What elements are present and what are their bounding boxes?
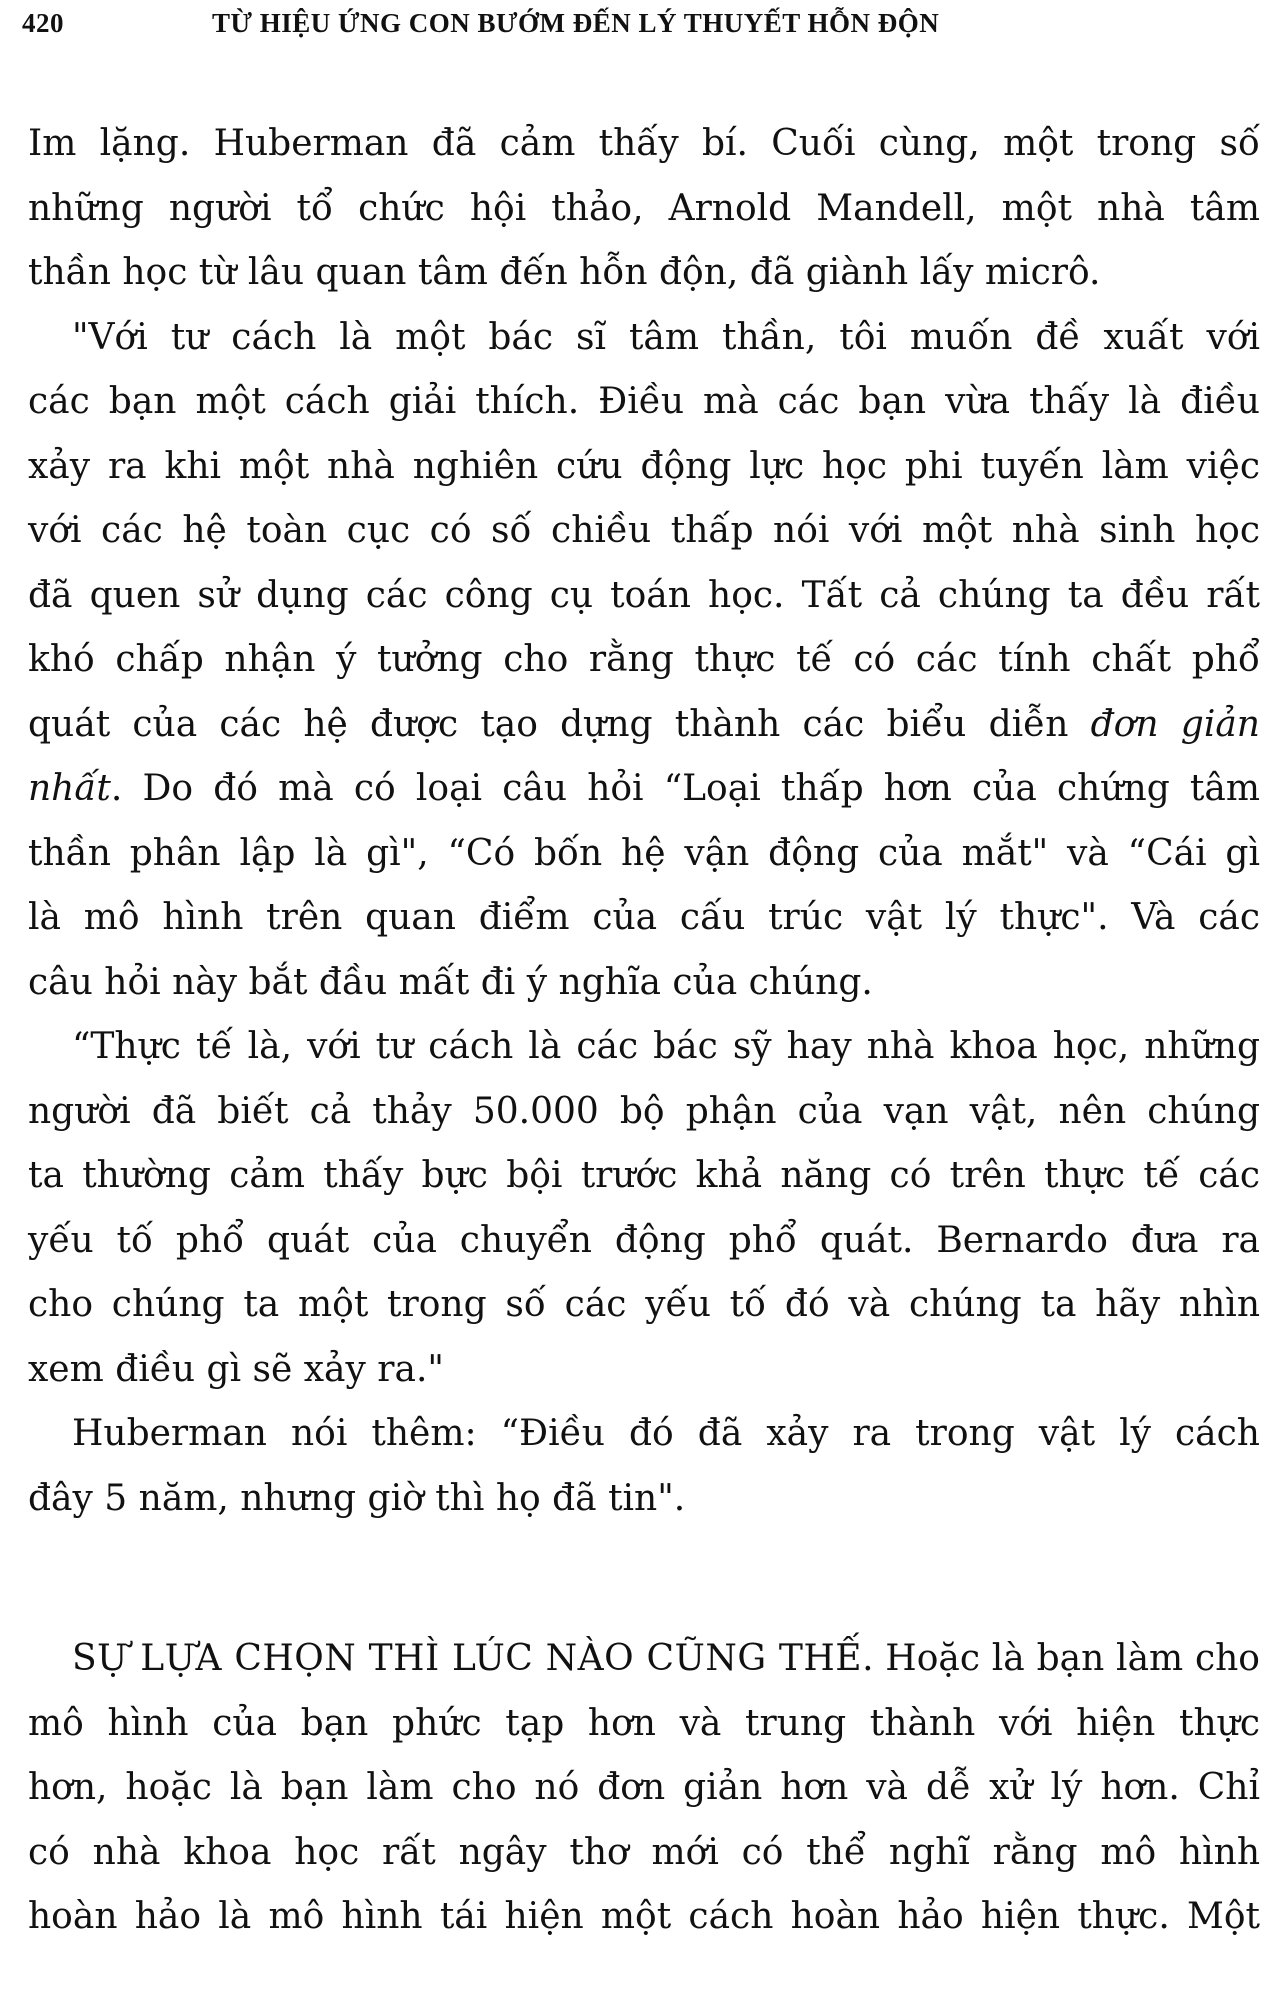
body-text xyxy=(28,112,1260,1950)
text-line: hoàn hảo là mô hình tái hiện một cách hoàn hảo hiện thực. Một xyxy=(28,1896,1260,1937)
italic-emphasis: nhất xyxy=(28,768,111,809)
text-run: quát của các hệ được tạo dựng thành các biểu diễn xyxy=(28,703,1069,745)
text-line: Huberman nói thêm: “Điều đó đã xảy ra trong vật lý cách xyxy=(72,1413,1260,1454)
text-line: thần học từ lâu quan tâm đến hỗn độn, đã giành lấy micrô. xyxy=(28,252,1101,293)
text-line: đã quen sử dụng các công cụ toán học. Tất cả chúng ta đều rất xyxy=(28,574,1260,616)
text-line: người đã biết cả thảy 50.000 bộ phận của vạn vật, nên chúng xyxy=(28,1090,1260,1132)
text-run: . Hoặc là bạn làm cho xyxy=(862,1638,1260,1679)
text-line: "Với tư cách là một bác sĩ tâm thần, tôi muốn đề xuất với xyxy=(72,316,1260,358)
text-line: yếu tố phổ quát của chuyển động phổ quát. Bernardo đưa ra xyxy=(28,1219,1260,1261)
paragraph-3 xyxy=(28,1015,1260,1402)
text-run: . Do đó mà có loại câu hỏi “Loại thấp hơn của chứng tâm xyxy=(110,768,1260,809)
text-line: mô hình của bạn phức tạp hơn và trung thành với hiện thực xyxy=(28,1702,1260,1744)
paragraph-1 xyxy=(28,112,1260,306)
text-line: “Thực tế là, với tư cách là các bác sỹ hay nhà khoa học, những xyxy=(72,1026,1260,1067)
text-line-mixed xyxy=(28,1627,1260,1692)
text-line: những người tổ chức hội thảo, Arnold Mandell, một nhà tâm xyxy=(28,187,1260,229)
running-header xyxy=(22,8,1262,52)
italic-emphasis: đơn giản xyxy=(1090,703,1260,745)
text-line: với các hệ toàn cục có số chiều thấp nói với một nhà sinh học xyxy=(28,510,1260,551)
paragraph-4 xyxy=(28,1402,1260,1531)
text-line-mixed xyxy=(28,757,1260,822)
text-line: xem điều gì sẽ xảy ra." xyxy=(28,1348,444,1390)
text-line: các bạn một cách giải thích. Điều mà các bạn vừa thấy là điều xyxy=(28,381,1260,422)
paragraph-5 xyxy=(28,1627,1260,1950)
running-title: TỪ HIỆU ỨNG CON BƯỚM ĐẾN LÝ THUYẾT HỖN ĐỘN xyxy=(212,8,940,38)
section-lead-in: SỰ LỰA CHỌN THÌ LÚC NÀO CŨNG THẾ xyxy=(72,1638,863,1679)
text-line: thần phân lập là gì", “Có bốn hệ vận động của mắt" và “Cái gì xyxy=(28,832,1260,874)
text-line: khó chấp nhận ý tưởng cho rằng thực tế có các tính chất phổ xyxy=(28,639,1260,680)
text-line: hơn, hoặc là bạn làm cho nó đơn giản hơn và dễ xử lý hơn. Chỉ xyxy=(28,1767,1260,1808)
text-line: là mô hình trên quan điểm của cấu trúc vật lý thực". Và các xyxy=(28,897,1260,938)
text-line: xảy ra khi một nhà nghiên cứu động lực học phi tuyến làm việc xyxy=(28,445,1260,487)
text-line: ta thường cảm thấy bực bội trước khả năng có trên thực tế các xyxy=(28,1155,1260,1196)
paragraph-2 xyxy=(28,306,1260,1016)
text-line: đây 5 năm, nhưng giờ thì họ đã tin". xyxy=(28,1477,686,1519)
text-line: Im lặng. Huberman đã cảm thấy bí. Cuối cùng, một trong số xyxy=(28,123,1260,164)
section-break xyxy=(28,1531,1260,1627)
text-line: câu hỏi này bắt đầu mất đi ý nghĩa của chúng. xyxy=(28,961,873,1003)
page-number: 420 xyxy=(22,8,64,38)
text-line-mixed xyxy=(28,693,1260,758)
text-line: cho chúng ta một trong số các yếu tố đó và chúng ta hãy nhìn xyxy=(28,1284,1260,1325)
text-line: có nhà khoa học rất ngây thơ mới có thể nghĩ rằng mô hình xyxy=(28,1831,1260,1873)
